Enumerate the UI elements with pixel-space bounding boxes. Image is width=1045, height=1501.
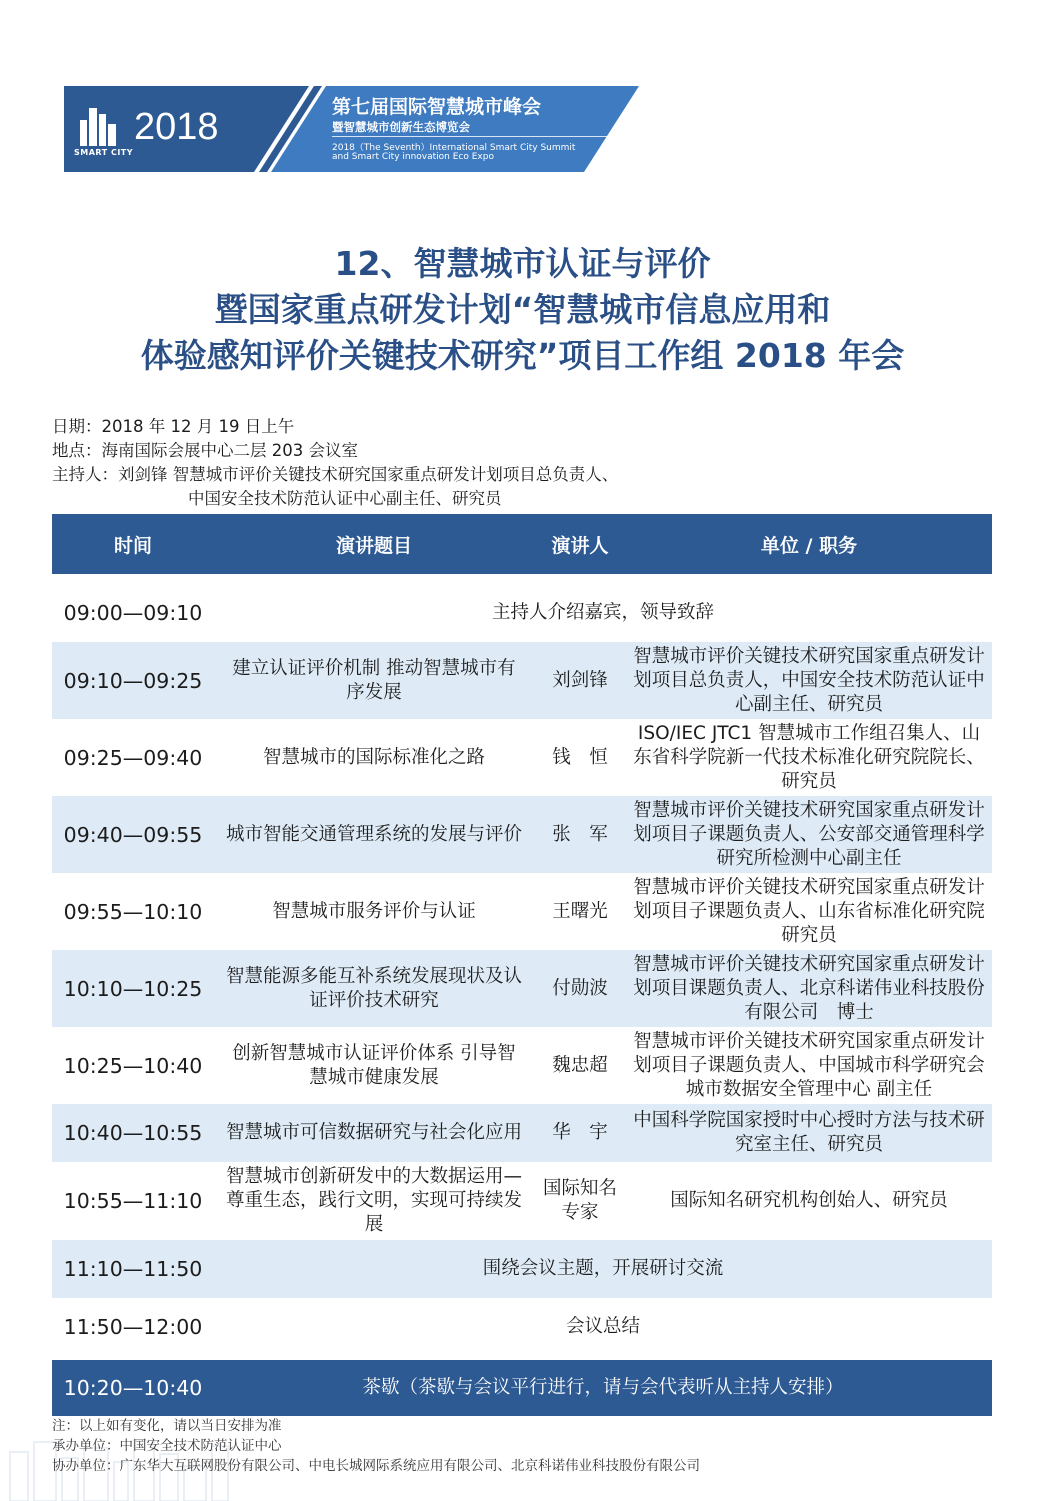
row-topic: 智慧城市可信数据研究与社会化应用 (214, 1104, 534, 1162)
summit-banner (64, 86, 639, 172)
meeting-host: 主持人：刘剑锋 智慧城市评价关键技术研究国家重点研发计划项目总负责人、 (52, 465, 619, 484)
table-row (52, 1027, 992, 1104)
row-speaker: 刘剑锋 (534, 642, 626, 719)
header-topic: 演讲题目 (214, 514, 534, 574)
summit-english-line2: and Smart City innovation Eco Expo (332, 152, 494, 162)
table-row (52, 1104, 992, 1162)
row-topic: 城市智能交通管理系统的发展与评价 (214, 796, 534, 873)
table-row (52, 719, 992, 796)
header-speaker: 演讲人 (534, 514, 626, 574)
page-title-line2: 暨国家重点研发计划“智慧城市信息应用和 (214, 290, 831, 329)
table-row (52, 950, 992, 1027)
schedule-table (52, 514, 992, 1416)
row-org: 智慧城市评价关键技术研究国家重点研发计划项目课题负责人、北京科诺伟业科技股份有限公司 博士 (626, 950, 992, 1027)
note-text: 注：以上如有变化，请以当日安排为准 (52, 1418, 282, 1434)
table-row (52, 1298, 992, 1356)
table-row (52, 1162, 992, 1240)
row-time: 09:00—09:10 (52, 584, 214, 642)
row-org: 智慧城市评价关键技术研究国家重点研发计划项目总负责人，中国安全技术防范认证中心副主任、研究员 (626, 642, 992, 719)
row-time: 09:10—09:25 (52, 642, 214, 719)
banner-divider (332, 136, 624, 137)
row-time: 11:50—12:00 (52, 1298, 214, 1356)
page-title-line3: 体验感知评价关键技术研究”项目工作组 2018 年会 (140, 336, 905, 375)
table-row (52, 1240, 992, 1298)
table-row (52, 584, 992, 642)
row-speaker: 国际知名专家 (534, 1162, 626, 1240)
summit-subtitle: 暨智慧城市创新生态博览会 (332, 120, 470, 134)
table-row (52, 796, 992, 873)
table-row (52, 642, 992, 719)
row-topic: 智慧城市的国际标准化之路 (214, 719, 534, 796)
banner-year: 2018 (134, 106, 219, 148)
page-title-line1: 12、智慧城市认证与评价 (334, 244, 711, 283)
tea-break-time: 10:20—10:40 (52, 1360, 214, 1416)
row-time: 10:10—10:25 (52, 950, 214, 1027)
co-organizer-text: 协办单位：广东华大互联网股份有限公司、中电长城网际系统应用有限公司、北京科诺伟业科技股份有限公司 (52, 1458, 700, 1474)
row-time: 10:40—10:55 (52, 1104, 214, 1162)
tea-break-text: 茶歇（茶歇与会议平行进行，请与会代表听从主持人安排） (214, 1360, 992, 1416)
row-topic: 建立认证评价机制 推动智慧城市有序发展 (214, 642, 534, 719)
row-speaker: 钱 恒 (534, 719, 626, 796)
row-topic: 创新智慧城市认证评价体系 引导智慧城市健康发展 (214, 1027, 534, 1104)
row-time: 09:55—10:10 (52, 873, 214, 950)
row-time: 09:40—09:55 (52, 796, 214, 873)
row-speaker: 魏忠超 (534, 1027, 626, 1104)
header-time: 时间 (52, 514, 214, 574)
meeting-venue: 地点：海南国际会展中心二层 203 会议室 (52, 441, 358, 460)
row-org: ISO/IEC JTC1 智慧城市工作组召集人、山东省科学院新一代技术标准化研究院院长、研究员 (626, 719, 992, 796)
row-time: 11:10—11:50 (52, 1240, 214, 1298)
row-topic: 智慧城市服务评价与认证 (214, 873, 534, 950)
logo-text: SMART CITY (74, 148, 134, 157)
row-topic: 智慧能源多能互补系统发展现状及认证评价技术研究 (214, 950, 534, 1027)
summit-title: 第七届国际智慧城市峰会 (332, 96, 542, 118)
meeting-host-title: 中国安全技术防范认证中心副主任、研究员 (188, 489, 502, 508)
row-org: 国际知名研究机构创始人、研究员 (626, 1162, 992, 1240)
row-merged: 主持人介绍嘉宾，领导致辞 (214, 584, 992, 642)
row-merged: 会议总结 (214, 1298, 992, 1356)
row-time: 10:55—11:10 (52, 1162, 214, 1240)
row-org: 智慧城市评价关键技术研究国家重点研发计划项目子课题负责人、中国城市科学研究会城市数据安全管理中心 副主任 (626, 1027, 992, 1104)
row-org: 智慧城市评价关键技术研究国家重点研发计划项目子课题负责人、山东省标准化研究院 研究员 (626, 873, 992, 950)
row-org: 中国科学院国家授时中心授时方法与技术研究室主任、研究员 (626, 1104, 992, 1162)
row-merged: 围绕会议主题，开展研讨交流 (214, 1240, 992, 1298)
row-speaker: 华 宇 (534, 1104, 626, 1162)
row-time: 09:25—09:40 (52, 719, 214, 796)
row-org: 智慧城市评价关键技术研究国家重点研发计划项目子课题负责人、公安部交通管理科学研究所检测中心副主任 (626, 796, 992, 873)
row-speaker: 王曙光 (534, 873, 626, 950)
tea-break-row (52, 1360, 992, 1416)
meeting-date: 日期：2018 年 12 月 19 日上午 (52, 417, 295, 436)
row-speaker: 张 军 (534, 796, 626, 873)
row-topic: 智慧城市创新研发中的大数据运用—尊重生态，践行文明，实现可持续发展 (214, 1162, 534, 1240)
table-header (52, 514, 992, 574)
table-row (52, 873, 992, 950)
row-time: 10:25—10:40 (52, 1027, 214, 1104)
summit-english-line1: 2018（The Seventh）International Smart City Summit (332, 143, 576, 153)
row-speaker: 付勋波 (534, 950, 626, 1027)
organizer-text: 承办单位：中国安全技术防范认证中心 (52, 1438, 282, 1454)
header-org: 单位 / 职务 (626, 514, 992, 574)
